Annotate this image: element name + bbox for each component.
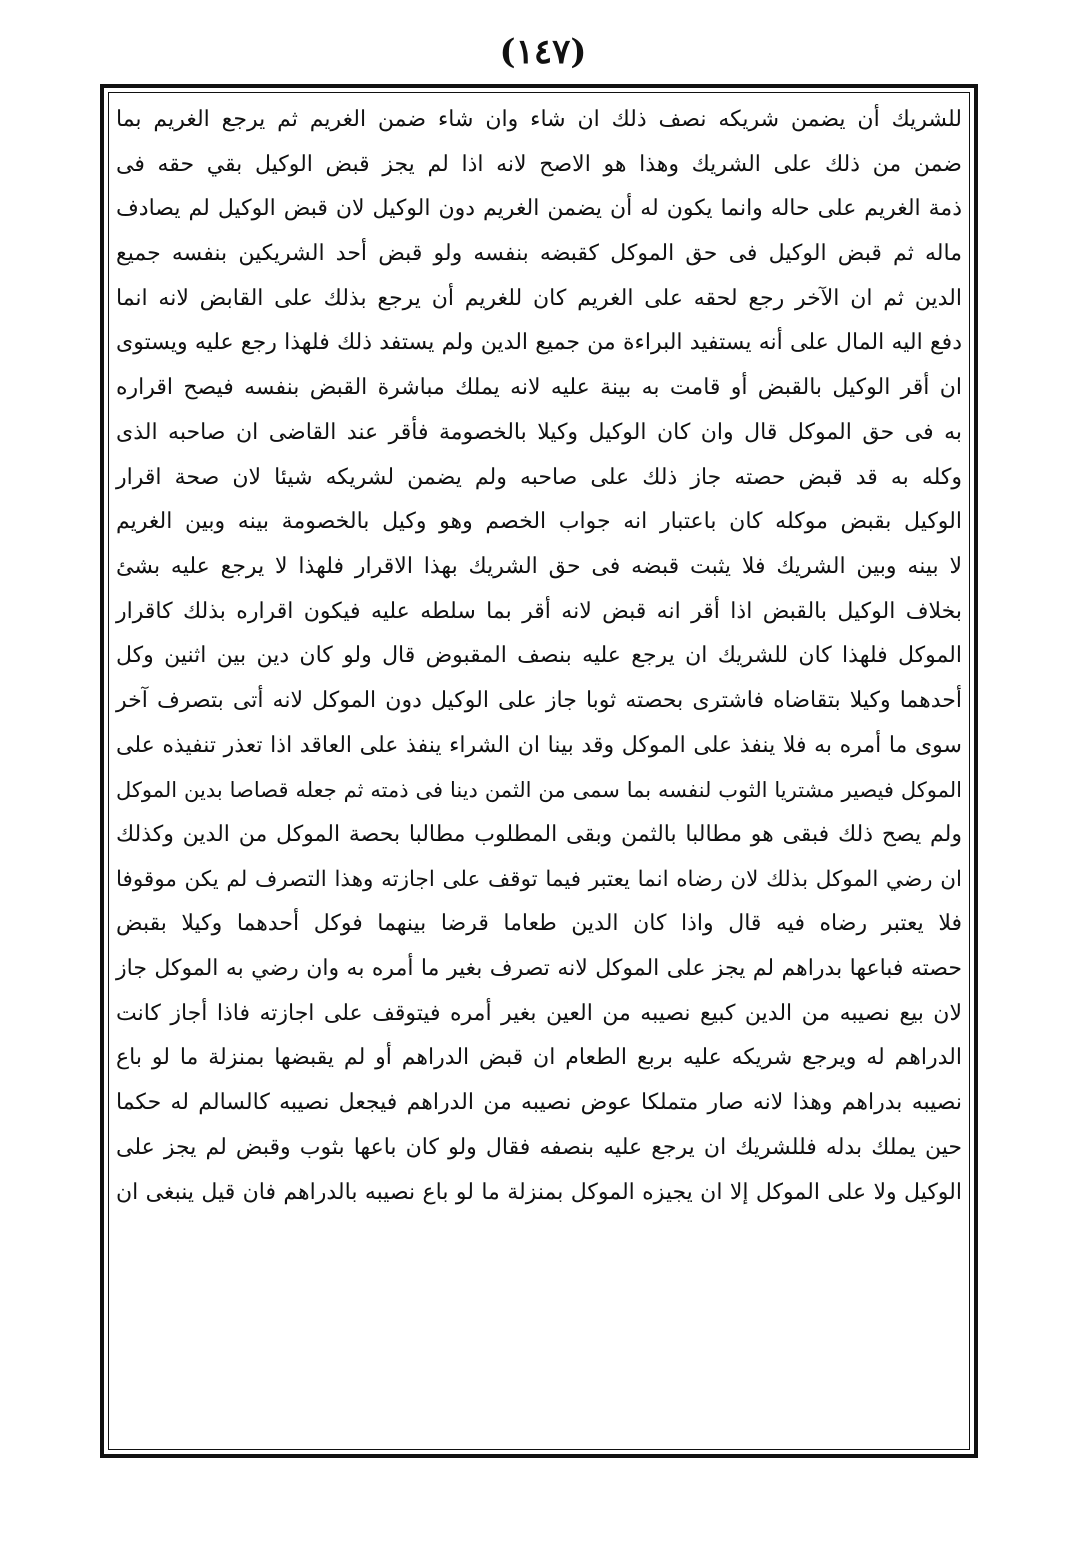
- text-line: الوكيل بقبض موكله كان باعتبار انه جواب الخصم وهو وكيل بالخصومة بينه وبين الغريم: [116, 509, 962, 535]
- text-body: [112, 98, 966, 1444]
- text-line: بخلاف الوكيل بالقبض اذا أقر انه قبض لانه أقر بما سلطه عليه فيكون اقراره بذلك كاقرار: [116, 598, 962, 624]
- text-line: الدراهم له ويرجع شريكه عليه بربع الطعام ان قبض الدراهم أو لم يقبضها بمنزلة ما لو باع: [116, 1045, 962, 1071]
- text-line: وكله به قد قبض حصته جاز ذلك على صاحبه ولم يضمن لشريكه شيئا لان صحة اقرار: [116, 464, 963, 490]
- text-line: به فى حق الموكل قال وان كان الوكيل وكيلا بالخصومة فأقر عند القاضى ان صاحبه الذى: [116, 419, 962, 445]
- text-line: نصيبه بدراهم وهذا لانه صار متملكا عوض نصيبه من الدراهم فيجعل نصيبه كالسالم له حكما: [116, 1090, 962, 1116]
- text-line: فلا يعتبر رضاه فيه قال واذا كان الدين طعاما قرضا بينهما فوكل أحدهما وكيلا بقبض: [116, 911, 963, 937]
- text-line: ان أقر الوكيل بالقبض أو قامت به بينة عليه لانه يملك مباشرة القبض بنفسه فيصح اقراره: [116, 375, 962, 401]
- text-line: لان بيع نصيبه من الدين كبيع نصيبه من العين بغير أمره فيتوقف على اجازته فاذا أجاز كانت: [116, 1000, 962, 1026]
- text-line: الدين ثم ان الآخر رجع لحقه على الغريم كان للغريم أن يرجع بذلك على القابض لانه انما: [116, 285, 962, 311]
- text-line: ماله ثم قبض الوكيل فى حق الموكل كقبضه بنفسه ولو قبض أحد الشريكين بنفسه جميع: [116, 241, 962, 267]
- text-line: سوى ما أمره به فلا ينفذ على الموكل وقد بينا ان الشراء ينفذ على العاقد اذا تعذر تنفيذه على: [116, 732, 962, 758]
- text-line: حين يملك بدله فللشريك ان يرجع عليه بنصفه فقال ولو كان باعها بثوب وقبض لم يجز على: [116, 1134, 962, 1160]
- text-line: للشريك أن يضمن شريكه نصف ذلك ان شاء وان شاء ضمن الغريم ثم يرجع الغريم بما: [116, 107, 962, 132]
- text-line: الموكل فلهذا كان للشريك ان يرجع عليه بنصف المقبوض قال ولو كان دين بين اثنين وكل: [116, 643, 962, 669]
- text-line: الموكل فيصير مشتريا الثوب لنفسه بما سمى من الثمن دينا فى ذمته ثم جعله قصاصا بدين الموكل: [116, 778, 962, 803]
- text-line: ذمة الغريم على حاله وانما يكون له أن يضمن الغريم دون الوكيل لان قبض الوكيل لم يصادف: [116, 196, 962, 222]
- text-line: ضمن من ذلك على الشريك وهذا هو الاصح لانه اذا لم يجز قبض الوكيل بقي حقه فى: [116, 151, 962, 177]
- text-line: حصته فباعها بدراهم لم يجز على الموكل لانه تصرف بغير ما أمره به وان رضي به الموكل جاز: [116, 956, 962, 982]
- text-line: ان رضي الموكل بذلك لان رضاه انما يعتبر فيما توقف على اجازته وهذا التصرف لم يكن موقوفا: [116, 866, 962, 892]
- text-line: لا بينه وبين الشريك فلا يثبت قبضه فى حق الشريك بهذا الاقرار فلهذا لا يرجع عليه بشئ: [116, 553, 962, 579]
- text-line: أحدهما وكيلا بتقاضاه فاشترى بحصته ثوبا جاز على الوكيل دون الموكل لانه أتى بتصرف آخر: [116, 687, 962, 713]
- page-number: (١٤٧): [499, 32, 587, 72]
- text-line: الوكيل ولا على الموكل إلا ان يجيزه الموكل بمنزلة ما لو باع نصيبه بالدراهم فان قيل ينبغى ان: [116, 1179, 962, 1205]
- text-line: دفع اليه المال على أنه يستفيد البراءة من جميع الدين ولم يستفد ذلك فلهذا رجع عليه ويستوى: [116, 330, 962, 356]
- text-line: ولم يصح ذلك فبقى هو مطالبا بالثمن وبقى المطلوب مطالبا بحصة الموكل من الدين وكذلك: [116, 822, 962, 847]
